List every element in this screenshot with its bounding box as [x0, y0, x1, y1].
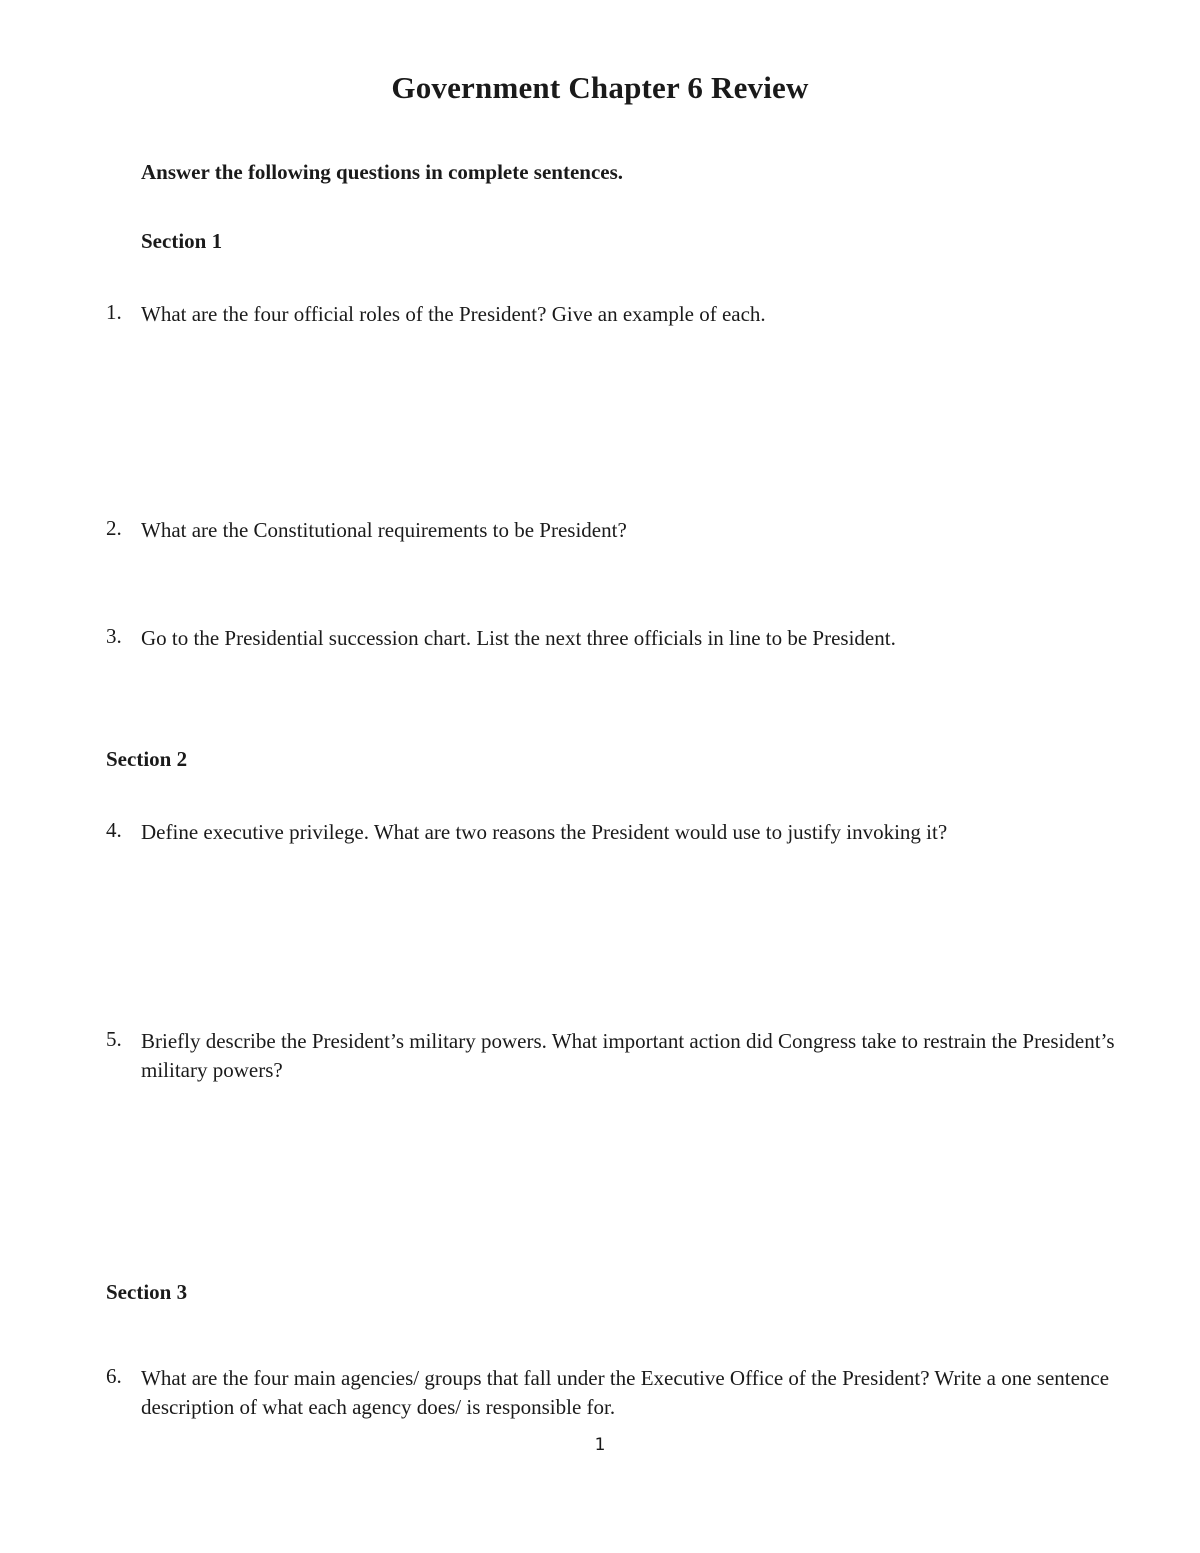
question-1-text: What are the four official roles of the President? Give an example of each.: [141, 302, 766, 326]
page-number: 1: [594, 1435, 606, 1455]
question-5-number: 5.: [106, 1027, 122, 1051]
question-2-number: 2.: [106, 516, 122, 540]
question-3-number: 3.: [106, 624, 122, 648]
question-2-text: What are the Constitutional requirements to be President?: [141, 518, 627, 542]
instructions: Answer the following questions in complete sentences.: [141, 160, 624, 184]
section-1-heading: Section 1: [141, 229, 223, 253]
question-3-text: Go to the Presidential succession chart. List the next three officials in line to be President.: [141, 626, 896, 650]
question-4-number: 4.: [106, 818, 122, 842]
document-title: Government Chapter 6 Review: [391, 70, 809, 105]
question-4-text: Define executive privilege. What are two reasons the President would use to justify invoking it?: [141, 820, 948, 844]
question-6-text: What are the four main agencies/ groups that fall under the Executive Office of the President? Write a one sentence description of what each agency does/ is responsible for.: [141, 1366, 1110, 1419]
question-1-number: 1.: [106, 300, 122, 324]
section-3-heading: Section 3: [106, 1280, 188, 1304]
question-6-number: 6.: [106, 1364, 122, 1388]
question-5-text: Briefly describe the President’s military powers. What important action did Congress take to restrain the President’s military powers?: [141, 1029, 1115, 1082]
section-2-heading: Section 2: [106, 747, 188, 771]
